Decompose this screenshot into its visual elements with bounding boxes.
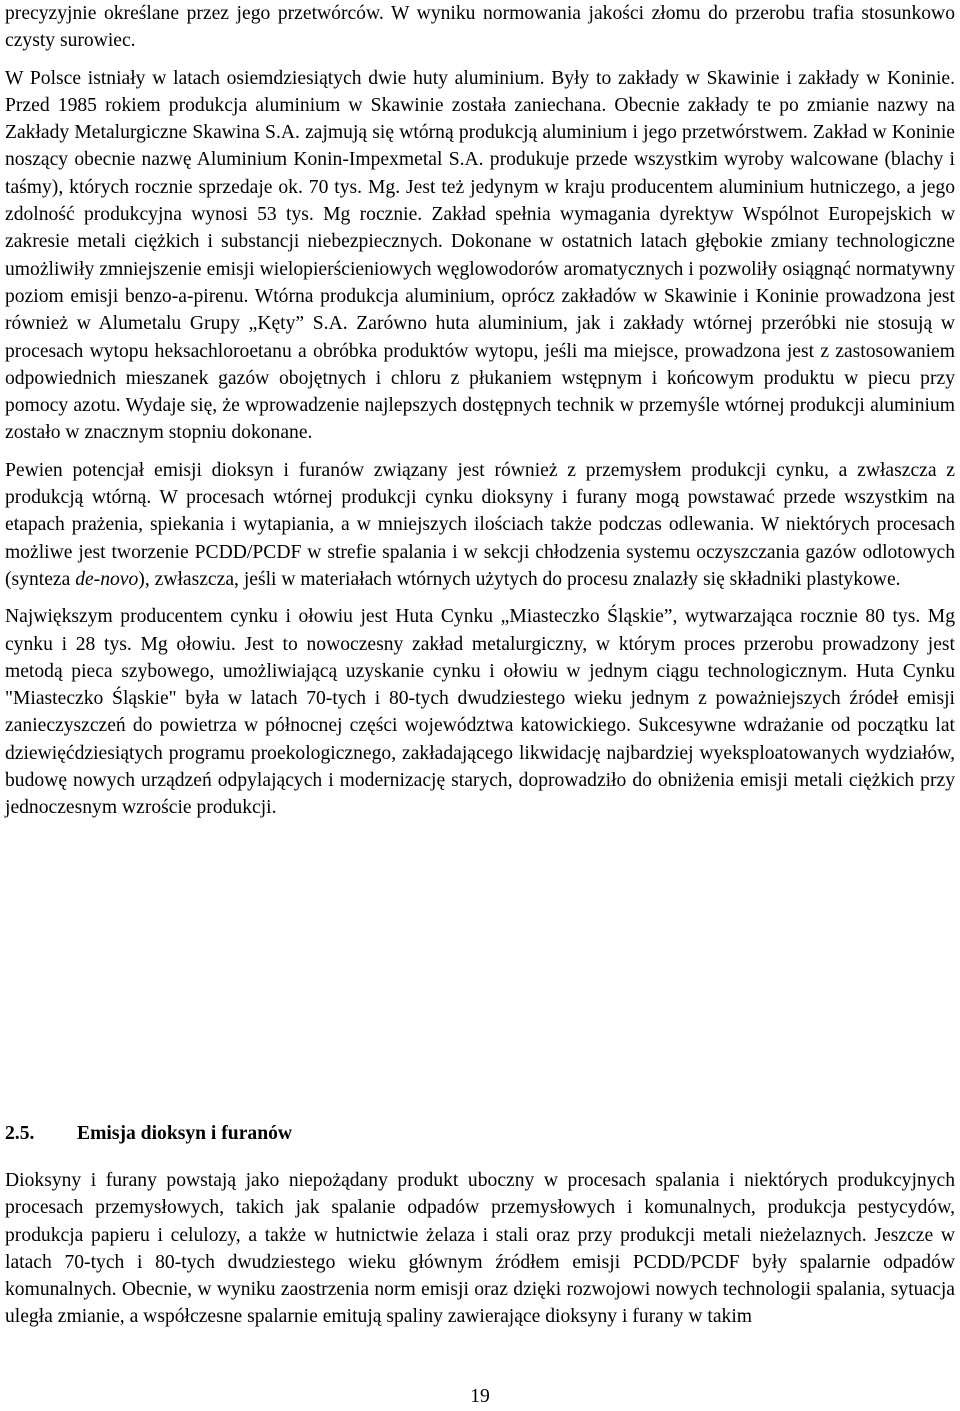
paragraph-zinc-text-2: ), zwłaszcza, jeśli w materiałach wtórnych użytych do procesu znalazły się składniki plastykowe.: [138, 568, 901, 590]
document-page: [5, 0, 955, 1328]
paragraph-zinc-text-1: Pewien potencjał emisji dioksyn i furanów związany jest również z przemysłem produkcji cynku, a zwłaszcza z produkcją wtórną. W procesach wtórnej produkcji cynku dioksyny i furany mogą powstawać przede wszystkim na etapach prażenia, spiekania i wytapiania, a w mniejszych ilościach także podczas odlewania. W niektórych procesach możliwe jest tworzenie PCDD/PCDF w strefie spalania i w sekcji chłodzenia systemu oczyszczania gazów odlotowych (synteza: [5, 459, 955, 590]
paragraph-aluminium: W Polsce istniały w latach osiemdziesiątych dwie huty aluminium. Były to zakłady w Skawinie i zakłady w Koninie. Przed 1985 rokiem produkcja aluminium w Skawinie została zaniechana. Obecnie zakłady te po zmianie nazwy na Zakłady Metalurgiczne Skawina S.A. zajmują się wtórną produkcją aluminium i jego przetwórstwem. Zakład w Koninie noszący obecnie nazwę Aluminium Konin-Impexmetal S.A. produkuje przede wszystkim wyroby walcowane (blachy i taśmy), których rocznie sprzedaje ok. 70 tys. Mg. Jest też jedynym w kraju producentem aluminium hutniczego, a jego zdolność produkcyjna wynosi 53 tys. Mg rocznie. Zakład spełnia wymagania dyrektyw Wspólnot Europejskich w zakresie metali ciężkich i substancji niebezpiecznych. Dokonane w ostatnich latach głębokie zmiany technologiczne umożliwiły zmniejszenie emisji wielopierścieniowych węglowodorów aromatycznych i pozwoliły osiągnąć normatywny poziom emisji benzo-a-pirenu. Wtórna produkcja aluminium, oprócz zakładów w Skawinie i Koninie prowadzona jest również w Alumetalu Grupy „Kęty” S.A. Zarówno huta aluminium, jak i zakłady wtórnej przeróbki nie stosują w procesach wytopu heksachloroetanu a obróbka produktów wytopu, jeśli ma miejsce, prowadzona jest z zastosowaniem odpowiednich mieszanek gazów obojętnych i chloru z płukaniem wstępnym i końcowym produktu w piecu przy pomocy azotu. Wydaje się, że wprowadzenie najlepszych dostępnych technik w przemyśle wtórnej produkcji aluminium zostało w znacznym stopniu dokonane.: [5, 67, 955, 444]
paragraph-intro: precyzyjnie określane przez jego przetwórców. W wyniku normowania jakości złomu do przerobu trafia stosunkowo czysty surowiec.: [5, 3, 955, 52]
section-heading: [5, 1120, 292, 1147]
page-number: 19: [470, 1386, 490, 1407]
section-title: Emisja dioksyn i furanów: [77, 1123, 293, 1144]
paragraph-zinc-italic-term: de-novo: [75, 568, 139, 590]
paragraph-zinc-producer: Największym producentem cynku i ołowiu jest Huta Cynku „Miasteczko Śląskie”, wytwarzająca rocznie 80 tys. Mg cynku i 28 tys. Mg ołowiu. Jest to nowoczesny zakład metalurgiczny, w którym proces przerobu prowadzony jest metodą pieca szybowego, umożliwiającą uzyskanie cynku i ołowiu w jednym ciągu technologicznym. Huta Cynku "Miasteczko Śląskie" była w latach 70-tych i 80-tych dwudziestego wieku jednym z poważniejszych źródeł emisji zanieczyszczeń do powietrza w północnej części województwa katowickiego. Sukcesywne wdrażanie od początku lat dziewięćdziesiątych programu proekologicznego, zakładającego likwidację najbardziej wyeksploatowanych wydziałów, budowę nowych urządzeń odpylających i modernizację starych, doprowadziło do obniżenia emisji metali ciężkich przy jednoczesnym wzroście produkcji.: [5, 606, 955, 819]
section-number: 2.5.: [5, 1123, 35, 1144]
paragraph-zinc-emissions: [5, 457, 955, 593]
paragraph-dioxins: Dioksyny i furany powstają jako niepożądany produkt uboczny w procesach spalania i niektórych produkcyjnych procesach przemysłowych, takich jak spalanie odpadów przemysłowych i komunalnych, produkcja pestycydów, produkcja papieru i celulozy, a także w hutnictwie żelaza i stali oraz przy produkcji metali nieżelaznych. Jeszcze w latach 70-tych i 80-tych dwudziestego wieku głównym źródłem emisji PCDD/PCDF były spalarnie odpadów komunalnych. Obecnie, w wyniku zaostrzenia norm emisji oraz dzięki rozwojowi nowych technologii spalania, sytuacja uległa zmianie, a współczesne spalarnie emitują spaliny zawierające dioksyny i furany w takim: [5, 1170, 955, 1328]
